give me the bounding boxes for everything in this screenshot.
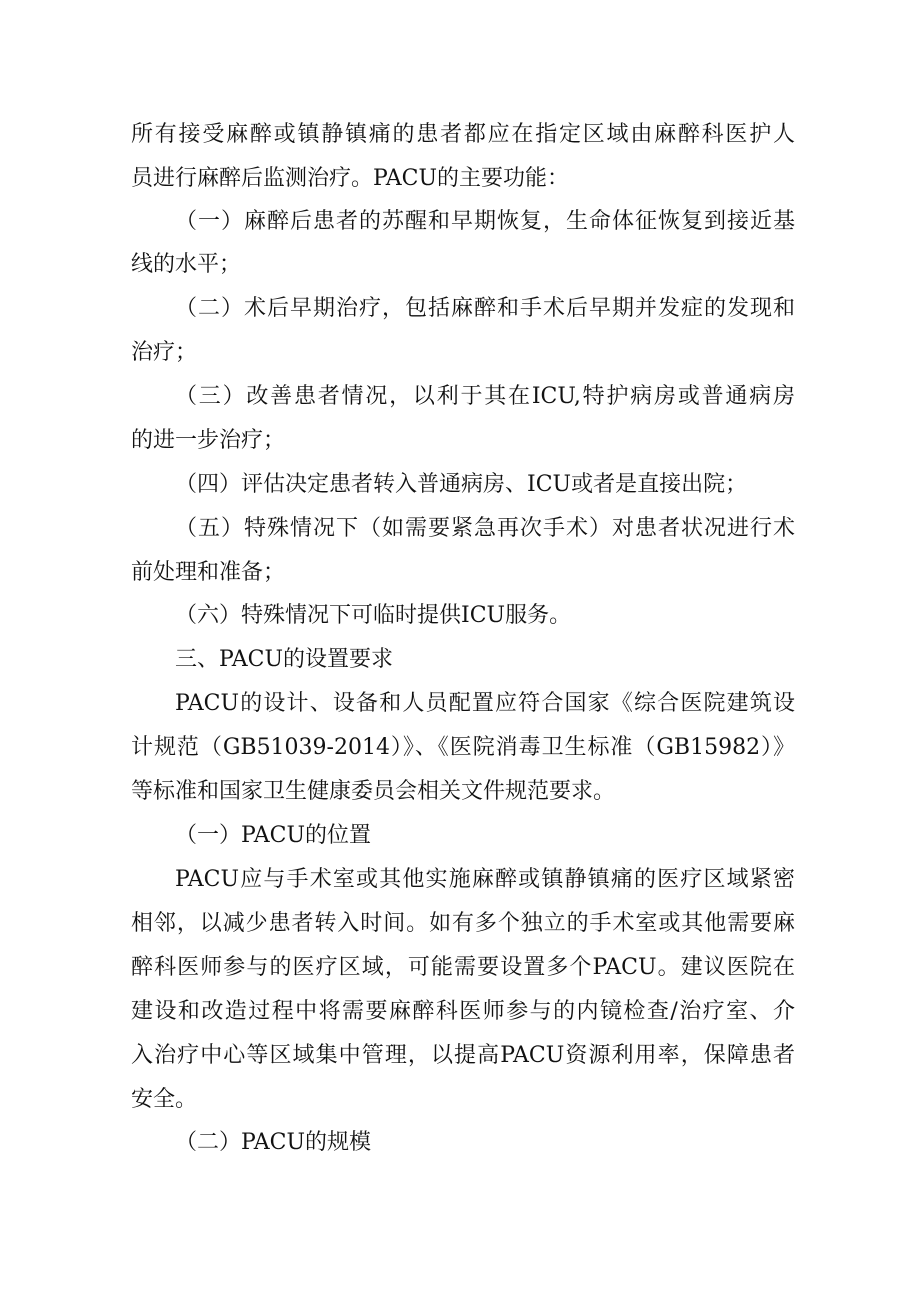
paragraph-line: （六）特殊情况下可临时提供ICU服务。 <box>175 603 572 628</box>
paragraph-line: 治疗； <box>131 340 198 365</box>
paragraph-line: 相邻，以减少患者转入时间。如有多个独立的手术室或其他需要麻 <box>131 911 795 936</box>
paragraph-line: 的进一步治疗； <box>131 428 286 453</box>
paragraph-line: 建设和改造过程中将需要麻醉科医师参与的内镜检查/治疗室、介 <box>131 999 795 1024</box>
paragraph-line: 安全。 <box>131 1087 198 1112</box>
paragraph-line: 线的水平； <box>131 252 242 277</box>
paragraph-line: 入治疗中心等区域集中管理，以提高PACU资源利用率，保障患者 <box>131 1043 795 1068</box>
subsection-heading: （二）PACU的规模 <box>175 1130 372 1155</box>
subsection-heading: （一）PACU的位置 <box>175 823 372 848</box>
paragraph-line: 醉科医师参与的医疗区域，可能需要设置多个PACU。建议医院在 <box>131 955 795 980</box>
paragraph-line: 前处理和准备； <box>131 560 286 585</box>
section-heading: 三、PACU的设置要求 <box>175 647 394 672</box>
paragraph-line: （二）术后早期治疗，包括麻醉和手术后早期并发症的发现和 <box>175 296 795 321</box>
paragraph-line: PACU应与手术室或其他实施麻醉或镇静镇痛的医疗区域紧密 <box>175 867 795 892</box>
paragraph-line: 员进行麻醉后监测治疗。PACU的主要功能： <box>131 166 570 191</box>
paragraph-line: （五）特殊情况下（如需要紧急再次手术）对患者状况进行术 <box>175 516 795 541</box>
paragraph-line: （一）麻醉后患者的苏醒和早期恢复，生命体征恢复到接近基 <box>175 209 795 234</box>
paragraph-line: （四）评估决定患者转入普通病房、ICU或者是直接出院； <box>175 472 748 497</box>
paragraph-line: 等标准和国家卫生健康委员会相关文件规范要求。 <box>131 779 616 804</box>
paragraph-line: 所有接受麻醉或镇静镇痛的患者都应在指定区域由麻醉科医护人 <box>131 122 795 147</box>
paragraph-line: （三）改善患者情况，以利于其在ICU,特护病房或普通病房 <box>175 384 795 409</box>
paragraph-line: 计规范（GB51039-2014）》、《医院消毒卫生标准（GB15982）》 <box>131 735 795 760</box>
paragraph-line: PACU的设计、设备和人员配置应符合国家《综合医院建筑设 <box>175 691 795 716</box>
